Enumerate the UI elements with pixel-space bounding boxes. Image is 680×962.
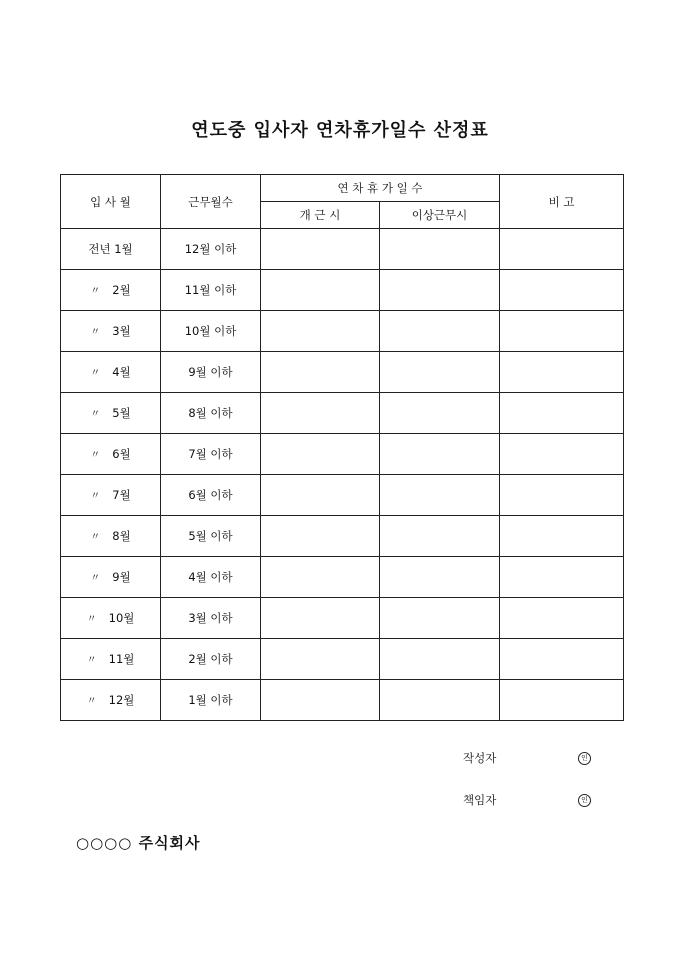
remarks-cell[interactable] (500, 229, 624, 270)
attendance-over-cell[interactable] (380, 598, 500, 639)
work-months-cell: 2월 이하 (161, 639, 261, 680)
join-month-cell (61, 270, 161, 311)
attendance-over-cell[interactable] (380, 639, 500, 680)
table-row (61, 639, 624, 680)
join-month-cell (61, 516, 161, 557)
join-month-text: 2월 (112, 283, 131, 297)
full-attendance-cell[interactable] (261, 311, 380, 352)
attendance-over-cell[interactable] (380, 680, 500, 721)
document-title: 연도중 입사자 연차휴가일수 산정표 (191, 120, 489, 141)
work-months-cell: 10월 이하 (161, 311, 261, 352)
ditto-mark: 〃 (90, 491, 101, 502)
join-month-text: 4월 (112, 365, 131, 379)
remarks-cell[interactable] (500, 680, 624, 721)
join-month-cell (61, 352, 161, 393)
work-months-cell: 9월 이하 (161, 352, 261, 393)
full-attendance-cell[interactable] (261, 598, 380, 639)
full-attendance-cell[interactable] (261, 270, 380, 311)
work-months-cell: 1월 이하 (161, 680, 261, 721)
ditto-mark: 〃 (90, 573, 101, 584)
join-month-cell (61, 475, 161, 516)
remarks-cell[interactable] (500, 393, 624, 434)
ditto-mark: 〃 (90, 409, 101, 420)
remarks-cell[interactable] (500, 434, 624, 475)
author-seal-icon: 인 (578, 752, 591, 765)
join-month-cell (61, 680, 161, 721)
company-name: ○○○○ 주식회사 (76, 834, 201, 852)
remarks-cell[interactable] (500, 352, 624, 393)
join-month-cell (61, 557, 161, 598)
remarks-cell[interactable] (500, 311, 624, 352)
ditto-mark: 〃 (86, 655, 97, 666)
attendance-over-cell[interactable] (380, 311, 500, 352)
remarks-cell[interactable] (500, 639, 624, 680)
join-month-text: 9월 (112, 570, 131, 584)
table-row (61, 311, 624, 352)
ditto-mark: 〃 (90, 286, 101, 297)
join-month-cell (61, 598, 161, 639)
join-month-text: 5월 (112, 406, 131, 420)
table-row (61, 680, 624, 721)
manager-seal-icon: 인 (578, 794, 591, 807)
join-month-text: 10월 (108, 611, 135, 625)
full-attendance-cell[interactable] (261, 393, 380, 434)
join-month-cell (61, 393, 161, 434)
work-months-cell: 3월 이하 (161, 598, 261, 639)
ditto-mark: 〃 (90, 327, 101, 338)
header-leave-days: 연 차 휴 가 일 수 (261, 175, 500, 202)
table-row (61, 557, 624, 598)
remarks-cell[interactable] (500, 270, 624, 311)
attendance-over-cell[interactable] (380, 434, 500, 475)
join-month-text: 3월 (112, 324, 131, 338)
ditto-mark: 〃 (90, 450, 101, 461)
join-month-text: 7월 (112, 488, 131, 502)
work-months-cell: 8월 이하 (161, 393, 261, 434)
join-month-text: 11월 (108, 652, 135, 666)
full-attendance-cell[interactable] (261, 475, 380, 516)
attendance-over-cell[interactable] (380, 557, 500, 598)
work-months-cell: 12월 이하 (161, 229, 261, 270)
remarks-cell[interactable] (500, 598, 624, 639)
join-month-cell (61, 639, 161, 680)
attendance-over-cell[interactable] (380, 352, 500, 393)
attendance-over-cell[interactable] (380, 270, 500, 311)
header-join-month: 입 사 월 (61, 175, 161, 229)
ditto-mark: 〃 (90, 368, 101, 379)
header-attendance-over: 이상근무시 (380, 202, 500, 229)
work-months-cell: 5월 이하 (161, 516, 261, 557)
full-attendance-cell[interactable] (261, 434, 380, 475)
full-attendance-cell[interactable] (261, 639, 380, 680)
table-row (61, 434, 624, 475)
leave-calculation-table (60, 174, 624, 721)
full-attendance-cell[interactable] (261, 352, 380, 393)
attendance-over-cell[interactable] (380, 516, 500, 557)
header-full-attendance: 개 근 시 (261, 202, 380, 229)
full-attendance-cell[interactable] (261, 557, 380, 598)
work-months-cell: 7월 이하 (161, 434, 261, 475)
table-row (61, 352, 624, 393)
ditto-mark: 〃 (86, 696, 97, 707)
work-months-cell: 4월 이하 (161, 557, 261, 598)
attendance-over-cell[interactable] (380, 393, 500, 434)
ditto-mark: 〃 (90, 532, 101, 543)
manager-label: 책임자 (463, 793, 497, 807)
table-row (61, 270, 624, 311)
table-row (61, 475, 624, 516)
join-month-text: 12월 (108, 693, 135, 707)
header-remarks: 비 고 (500, 175, 624, 229)
table-row (61, 516, 624, 557)
remarks-cell[interactable] (500, 475, 624, 516)
header-work-months: 근무월수 (161, 175, 261, 229)
table-row (61, 393, 624, 434)
full-attendance-cell[interactable] (261, 229, 380, 270)
join-month-text: 6월 (112, 447, 131, 461)
table-row (61, 598, 624, 639)
author-label: 작성자 (463, 751, 497, 765)
table-row (61, 229, 624, 270)
attendance-over-cell[interactable] (380, 229, 500, 270)
remarks-cell[interactable] (500, 516, 624, 557)
attendance-over-cell[interactable] (380, 475, 500, 516)
join-month-cell (61, 434, 161, 475)
ditto-mark: 〃 (86, 614, 97, 625)
work-months-cell: 6월 이하 (161, 475, 261, 516)
work-months-cell: 11월 이하 (161, 270, 261, 311)
join-month-text: 8월 (112, 529, 131, 543)
remarks-cell[interactable] (500, 557, 624, 598)
join-month-cell (61, 311, 161, 352)
full-attendance-cell[interactable] (261, 680, 380, 721)
join-month-text: 전년 1월 (88, 242, 133, 256)
full-attendance-cell[interactable] (261, 516, 380, 557)
join-month-cell (61, 229, 161, 270)
